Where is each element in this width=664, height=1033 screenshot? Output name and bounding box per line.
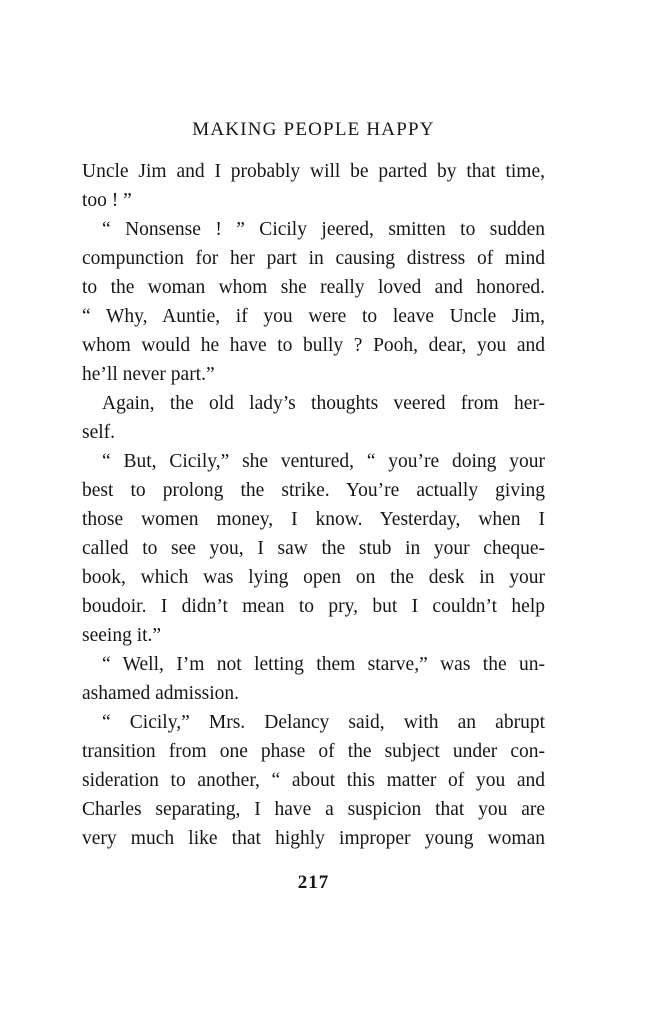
text-line: best to prolong the strike. You’re actually giving [82, 480, 545, 501]
text-line: “ But, Cicily,” she ventured, “ you’re doing your [102, 451, 545, 472]
text-line: very much like that highly improper young woman [82, 828, 545, 849]
text-line: compunction for her part in causing distress of mind [82, 248, 545, 269]
text-line: ashamed admission. [82, 683, 240, 704]
text-line: he’ll never part.” [82, 364, 215, 385]
text-line: “ Why, Auntie, if you were to leave Uncle Jim, [82, 306, 545, 327]
text-line: “ Well, I’m not letting them starve,” was the un- [102, 654, 545, 675]
page-number: 217 [297, 872, 330, 893]
text-line: Charles separating, I have a suspicion that you are [82, 799, 545, 820]
text-line: to the woman whom she really loved and honored. [82, 277, 545, 298]
text-line: book, which was lying open on the desk in your [82, 567, 545, 588]
text-line: “ Cicily,” Mrs. Delancy said, with an abrupt [102, 712, 545, 733]
body-text [82, 157, 545, 853]
text-line: whom would he have to bully ? Pooh, dear, you and [82, 335, 545, 356]
text-line: boudoir. I didn’t mean to pry, but I couldn’t help [82, 596, 545, 617]
text-line: called to see you, I saw the stub in your cheque- [82, 538, 545, 559]
running-head: MAKING PEOPLE HAPPY [192, 119, 435, 140]
text-line: self. [82, 422, 116, 443]
text-line: seeing it.” [82, 625, 162, 646]
text-line: Again, the old lady’s thoughts veered from her- [102, 393, 545, 414]
text-line: too ! ” [82, 190, 132, 211]
text-line: those women money, I know. Yesterday, when I [82, 509, 545, 530]
text-line: “ Nonsense ! ” Cicily jeered, smitten to sudden [102, 219, 545, 240]
text-line: sideration to another, “ about this matter of you and [82, 770, 545, 791]
text-line: transition from one phase of the subject under con- [82, 741, 545, 762]
text-line: Uncle Jim and I probably will be parted by that time, [82, 161, 545, 182]
